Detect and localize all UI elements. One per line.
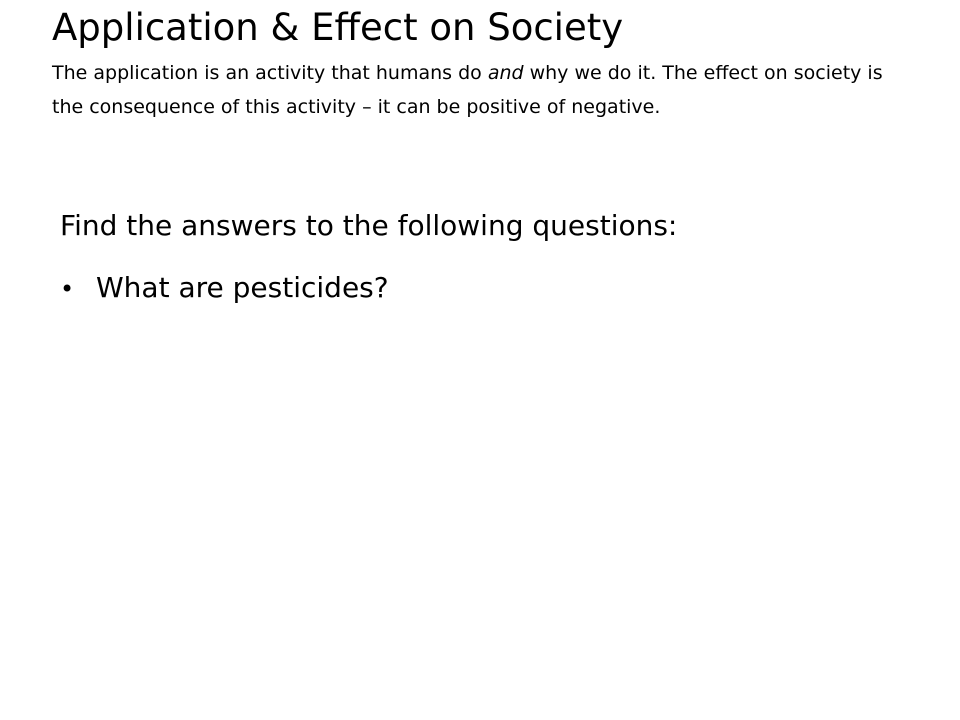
slide-subtitle [52,56,892,124]
list-item [60,264,920,313]
question-text: What are pesticides? [96,271,389,304]
questions-prompt: Find the answers to the following questions: [60,209,678,242]
title-block [52,4,892,124]
slide-title: Application & Effect on Society [52,6,624,49]
subtitle-emphasis: and [487,62,524,84]
question-list [60,264,920,313]
subtitle-text-start: The application is an activity that humans do [52,62,488,84]
subtitle-text-end: why we do it. The effect on society is the consequence of this activity – it can be positive of negative. [52,62,883,118]
slide-body [60,202,920,313]
bullet-icon: • [60,275,75,303]
